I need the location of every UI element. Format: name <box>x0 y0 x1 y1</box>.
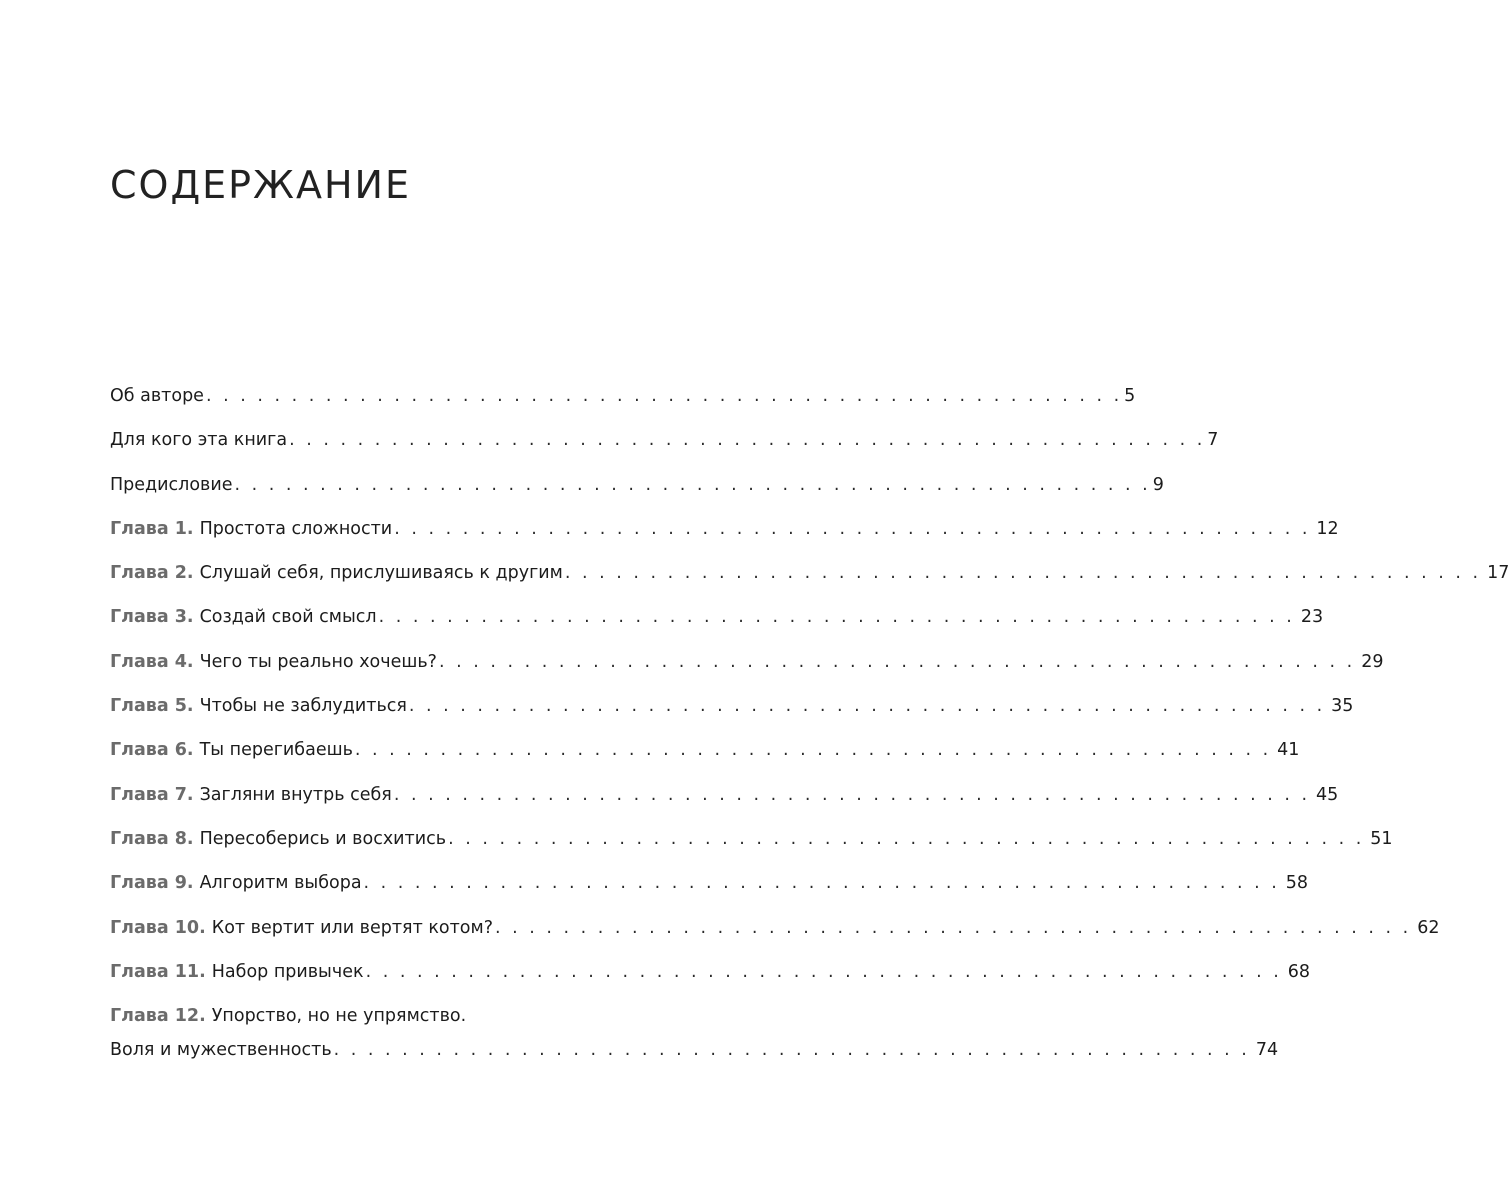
dot-leader: . . . . . . . . . . . . . . . . . . . . . . . . . . . . . . . . . . . . . . . . . . . . . . . . . . . . . . <box>495 917 1412 938</box>
dot-leader: . . . . . . . . . . . . . . . . . . . . . . . . . . . . . . . . . . . . . . . . . . . . . . . . . . . . . . <box>234 474 1151 495</box>
dot-leader: . . . . . . . . . . . . . . . . . . . . . . . . . . . . . . . . . . . . . . . . . . . . . . . . . . . . . . <box>363 873 1280 894</box>
chapter-label: Глава 11. <box>110 961 206 982</box>
toc-entry-title: Алгоритм выбора <box>199 873 362 894</box>
toc-entry-title: Слушай себя, прислушиваясь к другим <box>199 563 563 584</box>
dot-leader: . . . . . . . . . . . . . . . . . . . . . . . . . . . . . . . . . . . . . . . . . . . . . . . . . . . . . . <box>289 430 1206 451</box>
toc-page-number: 62 <box>1417 917 1440 938</box>
toc-entry-title-continued: Воля и мужественность <box>110 1040 332 1061</box>
toc-entry-line-2 <box>110 1038 1279 1062</box>
chapter-label: Глава 1. <box>110 518 194 539</box>
toc-page-number: 12 <box>1316 518 1339 539</box>
dot-leader: . . . . . . . . . . . . . . . . . . . . . . . . . . . . . . . . . . . . . . . . . . . . . . . . . . . . . . <box>333 1040 1250 1061</box>
toc-entry-title: Предисловие <box>110 474 233 495</box>
dot-leader: . . . . . . . . . . . . . . . . . . . . . . . . . . . . . . . . . . . . . . . . . . . . . . . . . . . . . . <box>408 696 1326 717</box>
chapter-label: Глава 2. <box>110 563 194 584</box>
toc-page-number: 9 <box>1152 474 1164 495</box>
toc-entry-chapter-4[interactable] <box>110 650 1384 694</box>
dot-leader: . . . . . . . . . . . . . . . . . . . . . . . . . . . . . . . . . . . . . . . . . . . . . . . . . . . . . . <box>365 961 1282 982</box>
toc-page-number: 23 <box>1300 607 1324 628</box>
toc-entry-title: Чтобы не заблудиться <box>199 696 407 717</box>
toc-entry-title: Набор привычек <box>211 961 364 982</box>
toc-page-number: 5 <box>1124 386 1136 406</box>
table-of-contents <box>110 384 1509 1062</box>
toc-entry-chapter-11[interactable] <box>110 960 1311 1004</box>
toc-entry-chapter-2[interactable] <box>110 561 1509 605</box>
dot-leader: . . . . . . . . . . . . . . . . . . . . . . . . . . . . . . . . . . . . . . . . . . . . . . . . . . . . . . <box>394 518 1311 539</box>
toc-page-number: 29 <box>1361 651 1384 672</box>
chapter-label: Глава 7. <box>110 784 194 805</box>
toc-entry-chapter-9[interactable] <box>110 871 1309 915</box>
chapter-label: Глава 10. <box>110 917 206 938</box>
toc-entry-chapter-7[interactable] <box>110 783 1339 827</box>
chapter-label: Глава 12. <box>110 1006 206 1027</box>
toc-entry-chapter-1[interactable] <box>110 517 1339 561</box>
toc-page-number: 68 <box>1287 961 1311 982</box>
toc-page-number: 74 <box>1255 1040 1279 1061</box>
toc-entry-chapter-12[interactable] <box>110 1004 1279 1062</box>
toc-entry-title: Упорство, но не упрямство. <box>211 1006 467 1027</box>
toc-entry-chapter-10[interactable] <box>110 916 1440 960</box>
toc-page-number: 35 <box>1331 696 1354 717</box>
toc-entry-title: Ты перегибаешь <box>199 740 353 761</box>
toc-page-number: 45 <box>1316 784 1339 805</box>
toc-entry-title: Кот вертит или вертят котом? <box>211 917 493 938</box>
dot-leader: . . . . . . . . . . . . . . . . . . . . . . . . . . . . . . . . . . . . . . . . . . . . . . . . . . . . . . <box>448 828 1365 849</box>
toc-entry-line-1 <box>110 1004 694 1028</box>
toc-entry-title: Об авторе <box>110 386 204 406</box>
toc-entry-title: Создай свой смысл <box>199 607 377 628</box>
chapter-label: Глава 8. <box>110 828 194 849</box>
dot-leader: . . . . . . . . . . . . . . . . . . . . . . . . . . . . . . . . . . . . . . . . . . . . . . . . . . . . . . <box>564 563 1482 584</box>
page-title: СОДЕРЖАНИЕ <box>110 163 411 207</box>
toc-entry-title: Пересоберись и восхитись <box>199 828 447 849</box>
dot-leader: . . . . . . . . . . . . . . . . . . . . . . . . . . . . . . . . . . . . . . . . . . . . . . . . . . . . . . <box>393 784 1311 805</box>
toc-page-number: 51 <box>1370 828 1393 849</box>
toc-entry-chapter-5[interactable] <box>110 694 1354 738</box>
toc-page-number: 41 <box>1277 740 1300 761</box>
toc-page-number: 17 <box>1487 563 1509 584</box>
dot-leader: . . . . . . . . . . . . . . . . . . . . . . . . . . . . . . . . . . . . . . . . . . . . . . . . . . . . . . <box>378 607 1295 628</box>
toc-entry-preface[interactable] <box>110 473 1164 517</box>
toc-entry-for-whom[interactable] <box>110 428 1219 472</box>
chapter-label: Глава 3. <box>110 607 194 628</box>
toc-entry-chapter-8[interactable] <box>110 827 1393 871</box>
toc-entry-chapter-3[interactable] <box>110 605 1324 649</box>
dot-leader: . . . . . . . . . . . . . . . . . . . . . . . . . . . . . . . . . . . . . . . . . . . . . . . . . . . . . . <box>205 386 1123 406</box>
toc-entry-chapter-6[interactable] <box>110 738 1300 782</box>
toc-entry-title: Загляни внутрь себя <box>199 784 392 805</box>
toc-entry-about-author[interactable] <box>110 384 1136 428</box>
dot-leader: . . . . . . . . . . . . . . . . . . . . . . . . . . . . . . . . . . . . . . . . . . . . . . . . . . . . . . <box>438 651 1356 672</box>
toc-entry-title: Для кого эта книга <box>110 430 288 451</box>
toc-page-number: 7 <box>1207 430 1219 451</box>
toc-entry-title: Простота сложности <box>199 518 393 539</box>
toc-page-number: 58 <box>1285 873 1309 894</box>
chapter-label: Глава 9. <box>110 873 194 894</box>
chapter-label: Глава 5. <box>110 696 194 717</box>
toc-entry-title: Чего ты реально хочешь? <box>199 651 437 672</box>
chapter-label: Глава 4. <box>110 651 194 672</box>
chapter-label: Глава 6. <box>110 740 194 761</box>
dot-leader: . . . . . . . . . . . . . . . . . . . . . . . . . . . . . . . . . . . . . . . . . . . . . . . . . . . . . . <box>354 740 1272 761</box>
